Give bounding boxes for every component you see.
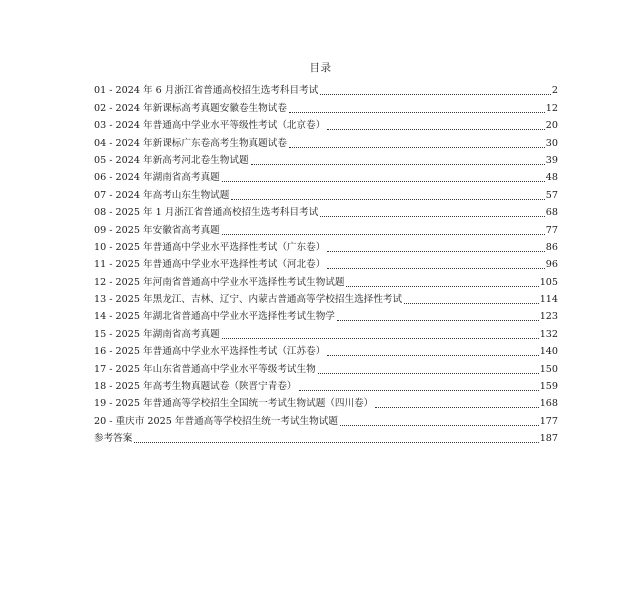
toc-entry[interactable] xyxy=(94,132,558,149)
toc-dot-leader xyxy=(318,373,539,374)
toc-dot-leader xyxy=(327,251,544,252)
toc-entry-page-number: 96 xyxy=(545,259,558,271)
toc-entry[interactable] xyxy=(94,410,558,427)
toc-entry-title: 14 - 2025 年湖北省普通高中学业水平选择性考试生物学 xyxy=(94,311,335,323)
toc-dot-leader xyxy=(327,355,538,356)
toc-dot-leader xyxy=(327,129,544,130)
toc-entry-title: 06 - 2024 年湖南省高考真题 xyxy=(94,172,220,184)
toc-entry[interactable] xyxy=(94,358,558,375)
toc-entry-title: 16 - 2025 年普通高中学业水平选择性考试（江苏卷） xyxy=(94,346,326,358)
toc-dot-leader xyxy=(222,338,539,339)
toc-entry-title: 18 - 2025 年高考生物真题试卷（陕晋宁青卷） xyxy=(94,381,297,393)
toc-entry[interactable] xyxy=(94,271,558,288)
toc-entry-title: 08 - 2025 年 1 月浙江省普通高校招生选考科目考试 xyxy=(94,207,319,219)
toc-entry-page-number: 187 xyxy=(539,433,558,445)
toc-entry[interactable] xyxy=(94,167,558,184)
toc-entry[interactable] xyxy=(94,341,558,358)
toc-entry-page-number: 150 xyxy=(539,363,558,375)
toc-entry[interactable] xyxy=(94,393,558,410)
toc-entry[interactable] xyxy=(94,219,558,236)
toc-entry-title: 03 - 2024 年普通高中学业水平等级性考试（北京卷） xyxy=(94,120,326,132)
toc-entry[interactable] xyxy=(94,323,558,340)
toc-entry-title: 04 - 2024 年新课标广东卷高考生物真题试卷 xyxy=(94,137,287,149)
toc-entry-title: 12 - 2025 年河南省普通高中学业水平选择性考试生物试题 xyxy=(94,276,345,288)
toc-entry-title: 19 - 2025 年普通高等学校招生全国统一考试生物试题（四川卷） xyxy=(94,398,374,410)
toc-entry[interactable] xyxy=(94,306,558,323)
toc-dot-leader xyxy=(222,234,545,235)
toc-entry-title: 13 - 2025 年黑龙江、吉林、辽宁、内蒙古普通高等学校招生选择性考试 xyxy=(94,294,403,306)
toc-dot-leader xyxy=(320,216,544,217)
toc-entry-page-number: 140 xyxy=(539,346,558,358)
toc-entry-page-number: 68 xyxy=(545,207,558,219)
toc-dot-leader xyxy=(134,442,538,443)
toc-entry-title: 15 - 2025 年湖南省高考真题 xyxy=(94,328,220,340)
toc-entry-page-number: 177 xyxy=(539,415,558,427)
toc-entry-page-number: 123 xyxy=(539,311,558,323)
toc-entry[interactable] xyxy=(94,428,558,445)
toc-entry-title: 01 - 2024 年 6 月浙江省普通高校招生选考科目考试 xyxy=(94,85,319,97)
toc-entry-title: 10 - 2025 年普通高中学业水平选择性考试（广东卷） xyxy=(94,241,326,253)
toc-entry[interactable] xyxy=(94,97,558,114)
toc-entry-page-number: 86 xyxy=(545,241,558,253)
toc-dot-leader xyxy=(340,425,539,426)
toc-title: 目录 xyxy=(309,62,332,74)
toc-entry[interactable] xyxy=(94,80,558,97)
toc-entry-page-number: 114 xyxy=(539,294,558,306)
toc-dot-leader xyxy=(327,268,544,269)
toc-entry[interactable] xyxy=(94,202,558,219)
toc-entry-title: 05 - 2024 年新高考河北卷生物试题 xyxy=(94,154,249,166)
toc-dot-leader xyxy=(222,181,545,182)
toc-dot-leader xyxy=(404,303,539,304)
toc-entry[interactable] xyxy=(94,115,558,132)
toc-entry[interactable] xyxy=(94,150,558,167)
toc-entry-title: 02 - 2024 年新课标高考真题安徽卷生物试卷 xyxy=(94,102,287,114)
toc-entry-title: 11 - 2025 年普通高中学业水平选择性考试（河北卷） xyxy=(94,259,326,271)
toc-entry-title: 17 - 2025 年山东省普通高中学业水平等级考试生物 xyxy=(94,363,316,375)
toc-dot-leader xyxy=(346,286,538,287)
toc-entry-page-number: 48 xyxy=(545,172,558,184)
toc-entry-title: 20 - 重庆市 2025 年普通高等学校招生统一考试生物试题 xyxy=(94,415,338,427)
toc-entry-page-number: 12 xyxy=(545,102,558,114)
toc-entry-page-number: 159 xyxy=(539,381,558,393)
toc-list xyxy=(94,80,558,445)
toc-entry-page-number: 2 xyxy=(551,85,558,97)
toc-dot-leader xyxy=(231,199,544,200)
toc-entry-page-number: 168 xyxy=(539,398,558,410)
toc-dot-leader xyxy=(375,407,538,408)
toc-entry[interactable] xyxy=(94,237,558,254)
toc-dot-leader xyxy=(320,94,551,95)
toc-entry-title: 07 - 2024 年高考山东生物试题 xyxy=(94,189,230,201)
toc-entry-page-number: 57 xyxy=(545,189,558,201)
toc-entry-page-number: 39 xyxy=(545,154,558,166)
toc-entry[interactable] xyxy=(94,184,558,201)
toc-dot-leader xyxy=(337,320,539,321)
toc-entry[interactable] xyxy=(94,254,558,271)
toc-entry-page-number: 105 xyxy=(539,276,558,288)
toc-dot-leader xyxy=(251,164,545,165)
toc-entry[interactable] xyxy=(94,376,558,393)
toc-entry[interactable] xyxy=(94,289,558,306)
toc-entry-title: 09 - 2025 年安徽省高考真题 xyxy=(94,224,220,236)
toc-entry-page-number: 20 xyxy=(545,120,558,132)
toc-entry-page-number: 132 xyxy=(539,328,558,340)
toc-entry-page-number: 30 xyxy=(545,137,558,149)
toc-dot-leader xyxy=(289,112,545,113)
toc-entry-page-number: 77 xyxy=(545,224,558,236)
toc-dot-leader xyxy=(299,390,539,391)
toc-dot-leader xyxy=(289,147,545,148)
toc-entry-title: 参考答案 xyxy=(94,433,133,445)
